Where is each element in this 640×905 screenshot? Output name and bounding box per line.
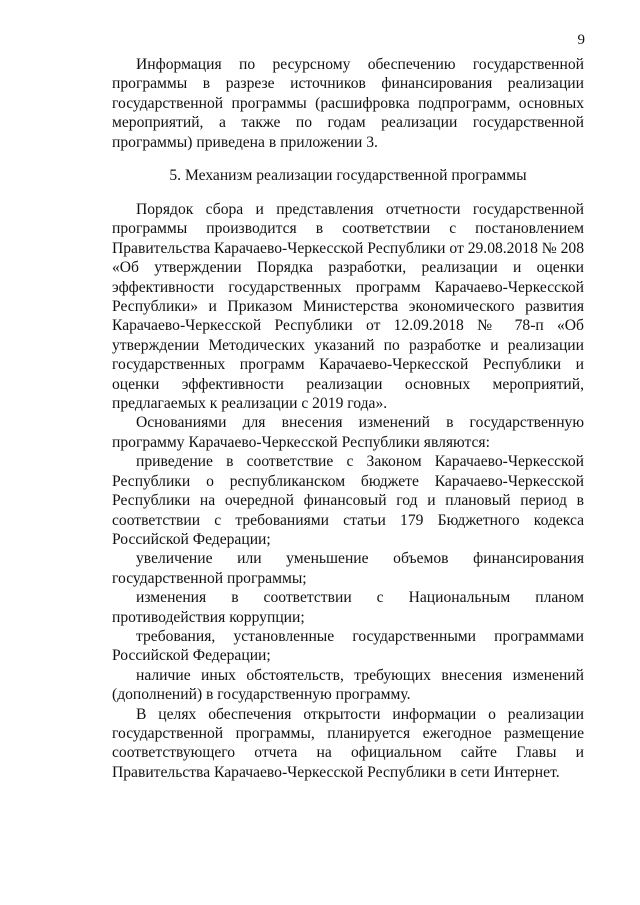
intro-paragraph: Информация по ресурсному обеспечению государственной программы в разрезе источников финансирования реализации государственной программы (расшифровка подпрограмм, основных мероприятий, а также по годам реализации государственной программы) приведена в приложении 3. bbox=[112, 56, 584, 151]
section-body bbox=[112, 200, 584, 782]
list-item-anticorruption-plan: изменения в соответствии с Национальным планом противодействия коррупции; bbox=[112, 589, 584, 626]
paragraph-change-grounds: Основаниями для внесения изменений в государственную программу Карачаево-Черкесской Республики являются: bbox=[112, 414, 584, 451]
list-item-budget-law: приведение в соответствие с Законом Карачаево-Черкесской Республики о республиканском бюджете Карачаево-Черкесской Республики на очередной финансовый год и плановый период в соответствии с требованиями статьи 179 Бюджетного кодекса Российской Федерации; bbox=[112, 453, 584, 548]
list-item-funding-change: увеличение или уменьшение объемов финансирования государственной программы; bbox=[112, 550, 584, 587]
list-item-federal-requirements: требования, установленные государственными программами Российской Федерации; bbox=[112, 627, 584, 665]
paragraph-reporting-procedure: Порядок сбора и представления отчетности государственной программы производится в соответствии с постановлением Правительства Карачаево-Черкесской Республики от 29.08.2018 № 208 «Об утверждении Порядка разработки, реализации и оценки эффективности государственных программ Карачаево-Черкесской Республики» и Приказом Министерства экономического развития Карачаево-Черкесской Республики от 12.09.2018 № 78-п «Об утверждении Методических указаний по разработке и реализации государственных программ Карачаево-Черкесской Республики и оценки эффективности реализации основных мероприятий, предлагаемых к реализации с 2019 года». bbox=[112, 201, 584, 413]
page-number: 9 bbox=[577, 32, 585, 48]
paragraph-openness: В целях обеспечения открытости информации о реализации государственной программы, планируется ежегодное размещение соответствующего отчета на официальном сайте Главы и Правительства Карачаево-Черкесской Республики в сети Интернет. bbox=[112, 705, 584, 781]
list-item-other-circumstances: наличие иных обстоятельств, требующих внесения изменений (дополнений) в государственную программу. bbox=[112, 666, 584, 704]
section-heading: 5. Механизм реализации государственной программы bbox=[169, 167, 527, 184]
intro-text bbox=[112, 55, 584, 152]
